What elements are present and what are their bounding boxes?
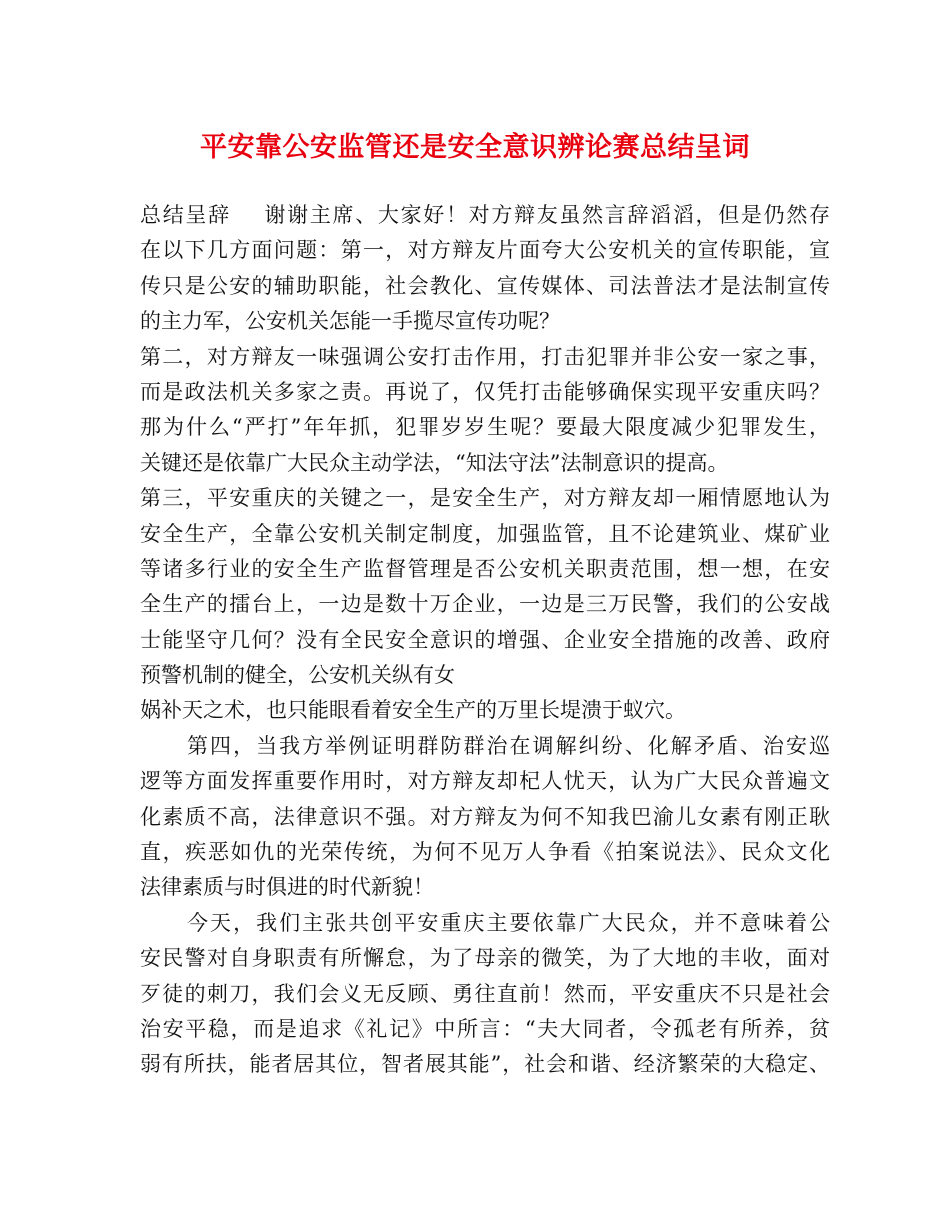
text-line: 士能坚守几何？没有全民安全意识的增强、企业安全措施的改善、政府 — [140, 627, 830, 652]
text-line — [140, 198, 830, 233]
text-line: 传只是公安的辅助职能，社会教化、宣传媒体、司法普法才是法制宣传 — [140, 273, 830, 298]
text-line: 弱有所扶，能者居其位，智者展其能”，社会和谐、经济繁荣的大稳定、 — [140, 1052, 830, 1077]
text-line: 安全生产，全靠公安机关制定制度，加强监管，且不论建筑业、煤矿业 — [140, 521, 830, 546]
text-segment: 谢谢主席、大家好！对方辩友虽然言辞滔滔，但是仍然存 — [262, 203, 831, 227]
text-line: 逻等方面发挥重要作用时，对方辩友却杞人忧天，认为广大民众普遍文 — [140, 769, 830, 794]
document-body — [140, 198, 830, 1083]
text-line: 在以下几方面问题：第一，对方辩友片面夸大公安机关的宣传职能，宣 — [140, 238, 830, 263]
text-line: 那为什么“严打”年年抓，犯罪岁岁生呢？要最大限度减少犯罪发生， — [140, 415, 830, 440]
heading-label: 总结呈辞 — [140, 203, 231, 227]
text-line: 关键还是依靠广大民众主动学法，“知法守法”法制意识的提高。 — [140, 450, 729, 475]
text-line: 今天，我们主张共创平安重庆主要依靠广大民众，并不意味着公 — [187, 910, 830, 935]
text-line: 等诸多行业的安全生产监督管理是否公安机关职责范围，想一想，在安 — [140, 556, 830, 581]
text-line: 化素质不高，法律意识不强。对方辩友为何不知我巴渝儿女素有刚正耿 — [140, 804, 830, 829]
text-line: 第三，平安重庆的关键之一，是安全生产，对方辩友却一厢情愿地认为 — [140, 486, 830, 511]
document-title: 平安靠公安监管还是安全意识辨论赛总结呈词 — [200, 132, 750, 163]
text-line: 娲补天之术，也只能眼看着安全生产的万里长堤溃于蚁穴。 — [140, 698, 686, 723]
text-line: 第二，对方辩友一味强调公安打击作用，打击犯罪并非公安一家之事， — [140, 344, 830, 369]
text-line: 治安平稳，而是追求《礼记》中所言：“夫大同者，令孤老有所养，贫 — [140, 1016, 830, 1041]
text-line: 第四，当我方举例证明群防群治在调解纠纷、化解矛盾、治安巡 — [187, 733, 830, 758]
text-line: 法律素质与时俱进的时代新貌！ — [140, 875, 434, 900]
text-line: 的主力军，公安机关怎能一手揽尽宣传功呢？ — [140, 309, 560, 334]
text-line: 歹徒的刺刀，我们会义无反顾、勇往直前！然而，平安重庆不只是社会 — [140, 981, 830, 1006]
text-line: 直，疾恶如仇的光荣传统，为何不见万人争看《拍案说法》、民众文化 — [140, 840, 830, 865]
text-line: 全生产的擂台上，一边是数十万企业，一边是三万民警，我们的公安战 — [140, 592, 830, 617]
text-line: 预警机制的健全，公安机关纵有女 — [140, 663, 455, 688]
text-line: 安民警对自身职责有所懈怠，为了母亲的微笑，为了大地的丰收，面对 — [140, 946, 830, 971]
text-line: 而是政法机关多家之责。再说了，仅凭打击能够确保实现平安重庆吗？ — [140, 379, 830, 404]
